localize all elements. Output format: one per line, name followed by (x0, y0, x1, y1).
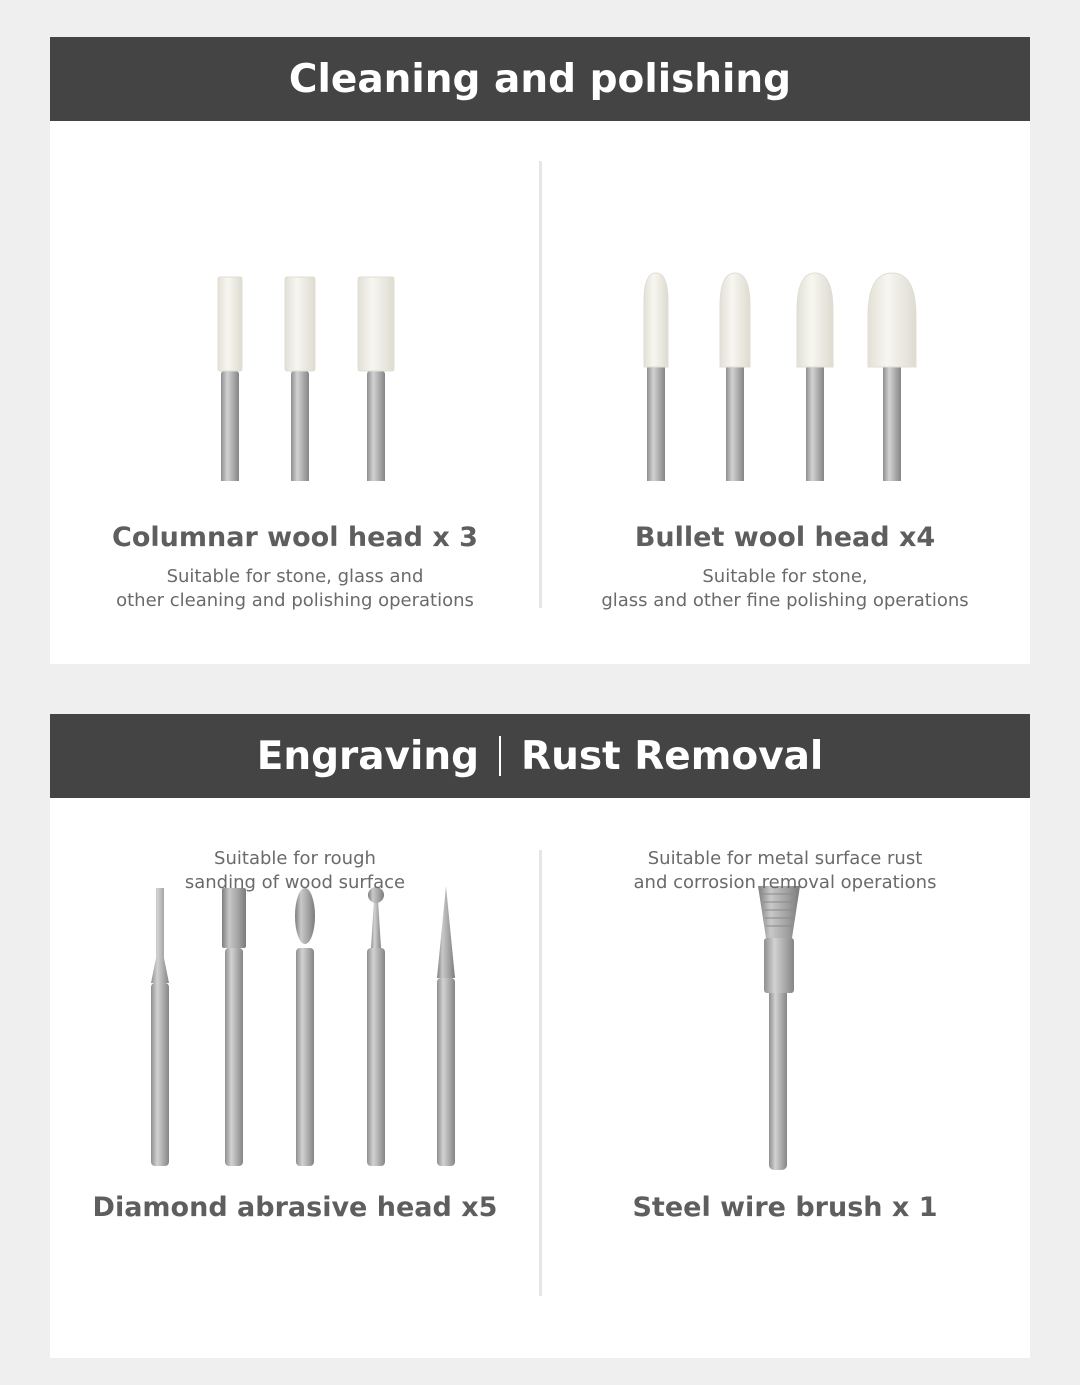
diamond-abrasive-head (295, 888, 315, 1166)
product-title: Diamond abrasive head x5 (92, 1192, 498, 1223)
section-title-part: Rust Removal (521, 733, 824, 779)
title-separator (499, 736, 501, 776)
diamond-abrasive-head (437, 886, 455, 1166)
columnar-wool-head (218, 277, 242, 481)
bullet-wool-head (644, 273, 668, 481)
product-card-steel-wire-brush (540, 798, 1030, 1358)
diamond-abrasive-head (367, 887, 385, 1166)
bullet-wool-heads-image (540, 121, 1030, 481)
product-title: Bullet wool head x4 (634, 522, 936, 553)
diamond-abrasive-head (222, 888, 246, 1166)
product-title: Steel wire brush x 1 (632, 1192, 938, 1223)
bullet-wool-head (797, 273, 833, 481)
columnar-wool-head (358, 277, 394, 481)
product-description: Suitable for metal surface rust and corrosion removal operations (633, 848, 937, 893)
columnar-wool-head (285, 277, 315, 481)
product-card-diamond-abrasive-head (50, 798, 540, 1358)
product-title: Columnar wool head x 3 (112, 522, 478, 553)
diamond-abrasive-head (151, 888, 169, 1166)
product-card-columnar-wool-head (50, 121, 540, 664)
product-description: Suitable for stone, glass and other cleaning and polishing operations (116, 566, 474, 611)
product-panel (50, 798, 1030, 1358)
section-title-part: Engraving (256, 733, 480, 779)
section-engraving-rust-removal (50, 714, 1030, 1358)
bullet-wool-head (720, 273, 750, 481)
steel-wire-brush (758, 886, 800, 1170)
product-description: Suitable for rough sanding of wood surface (184, 848, 406, 893)
section-title: Cleaning and polishing (288, 56, 792, 102)
bullet-wool-head (868, 273, 916, 481)
columnar-wool-heads-image (50, 121, 540, 481)
section-cleaning-polishing (50, 37, 1030, 664)
product-panel (50, 121, 1030, 664)
section-banner (50, 37, 1030, 121)
section-banner (50, 714, 1030, 798)
product-description: Suitable for stone, glass and other fine polishing operations (601, 566, 969, 611)
product-card-bullet-wool-head (540, 121, 1030, 664)
